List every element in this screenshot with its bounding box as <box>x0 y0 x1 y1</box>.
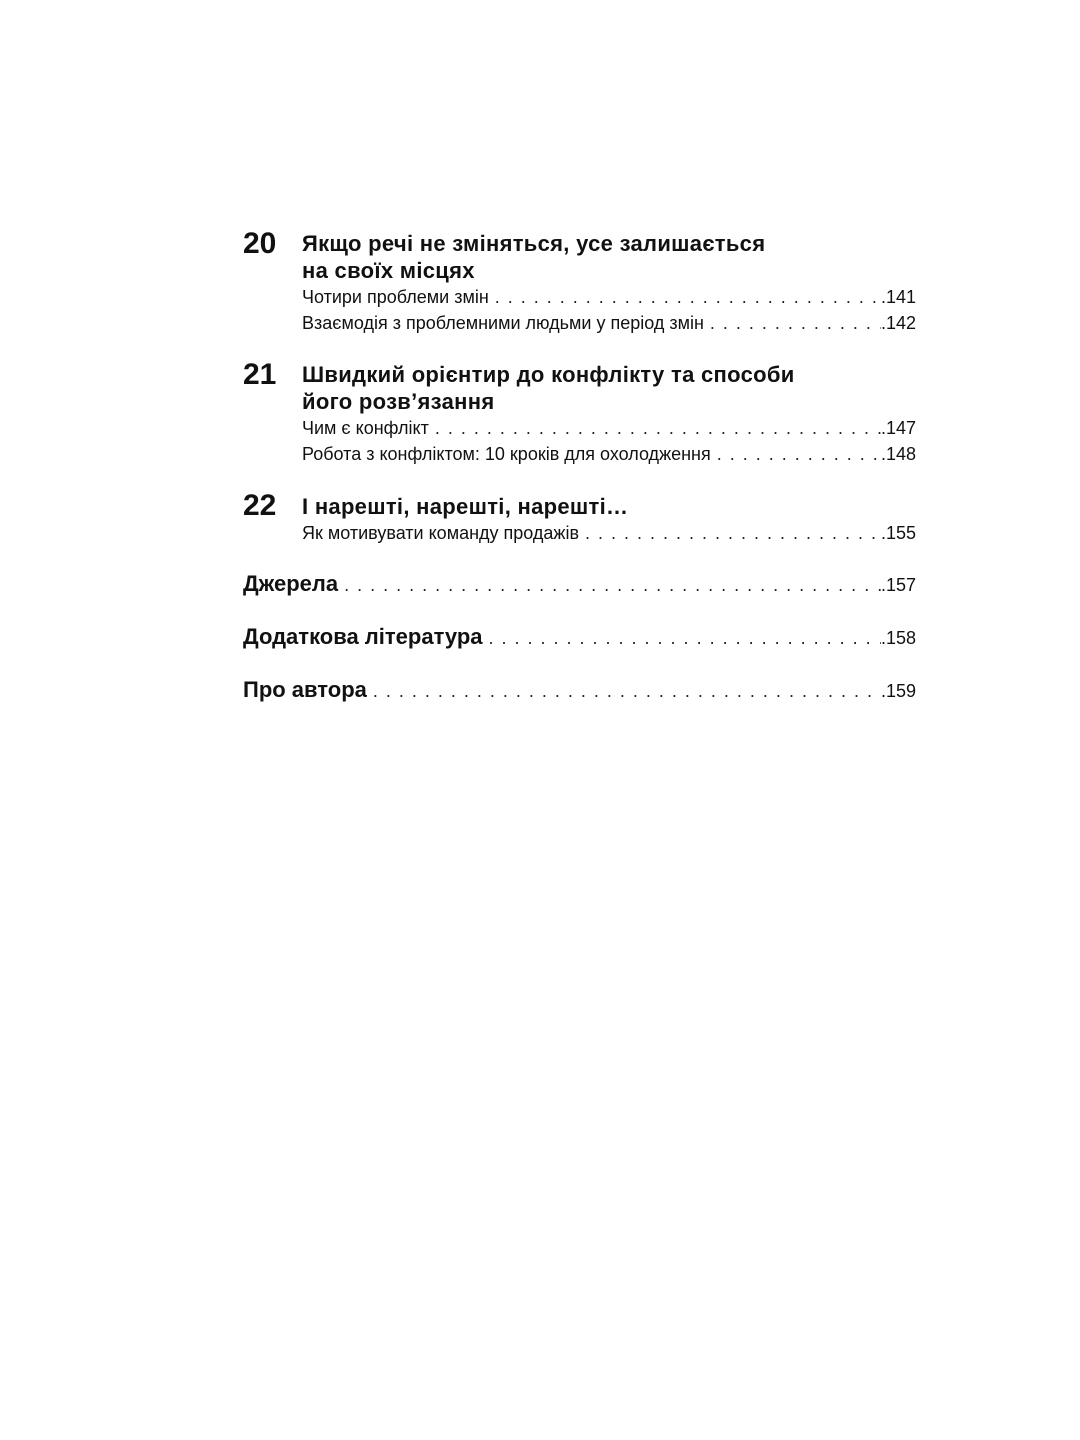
toc-entry-page: .141 <box>880 287 916 307</box>
chapter-title <box>302 230 902 284</box>
toc-entry-page: .142 <box>880 313 916 333</box>
toc-entry-page: .147 <box>880 418 916 438</box>
toc-entry-page: .148 <box>880 444 916 464</box>
toc-entry-page: .158 <box>880 628 916 648</box>
dot-leader <box>483 626 881 650</box>
toc-entry[interactable] <box>302 442 916 466</box>
chapter-number: 20 <box>243 227 277 260</box>
toc-entry-label: Робота з конфліктом: 10 кроків для охолодження <box>302 444 711 464</box>
toc-entry[interactable] <box>302 285 916 309</box>
toc-entry[interactable] <box>302 521 916 545</box>
chapter-number: 21 <box>243 358 277 391</box>
toc-entry-page: .155 <box>880 523 916 543</box>
toc-entry-page: .159 <box>880 681 916 701</box>
chapter-title <box>302 361 902 415</box>
chapter-title-line: його розв’язання <box>302 389 495 414</box>
toc-entry-page: .157 <box>880 575 916 595</box>
toc-entry-further-reading[interactable] <box>243 625 916 649</box>
chapter-title <box>302 493 902 520</box>
dot-leader <box>711 442 881 466</box>
dot-leader <box>704 311 881 335</box>
toc-entry-about-author[interactable] <box>243 678 916 702</box>
toc-entry-label: Взаємодія з проблемними людьми у період змін <box>302 313 704 333</box>
toc-entry-label: Джерела <box>243 571 339 596</box>
dot-leader <box>489 285 881 309</box>
chapter-title-line: Швидкий орієнтир до конфлікту та способи <box>302 362 795 387</box>
toc-entry-label: Додаткова література <box>243 624 483 649</box>
dot-leader <box>367 679 881 703</box>
dot-leader <box>429 416 881 440</box>
toc-entry-sources[interactable] <box>243 572 916 596</box>
chapter-title-line: на своїх місцях <box>302 258 475 283</box>
chapter-title-line: Якщо речі не зміняться, усе залишається <box>302 231 766 256</box>
toc-entry-label: Чотири проблеми змін <box>302 287 489 307</box>
dot-leader <box>579 521 881 545</box>
chapter-number: 22 <box>243 489 277 522</box>
toc-entry[interactable] <box>302 416 916 440</box>
toc-entry-label: Про автора <box>243 677 367 702</box>
dot-leader <box>338 573 881 597</box>
toc-entry-label: Чим є конфлікт <box>302 418 429 438</box>
toc-entry[interactable] <box>302 311 916 335</box>
toc-entry-label: Як мотивувати команду продажів <box>302 523 580 543</box>
chapter-title-line: І нарешті, нарешті, нарешті… <box>302 494 629 519</box>
